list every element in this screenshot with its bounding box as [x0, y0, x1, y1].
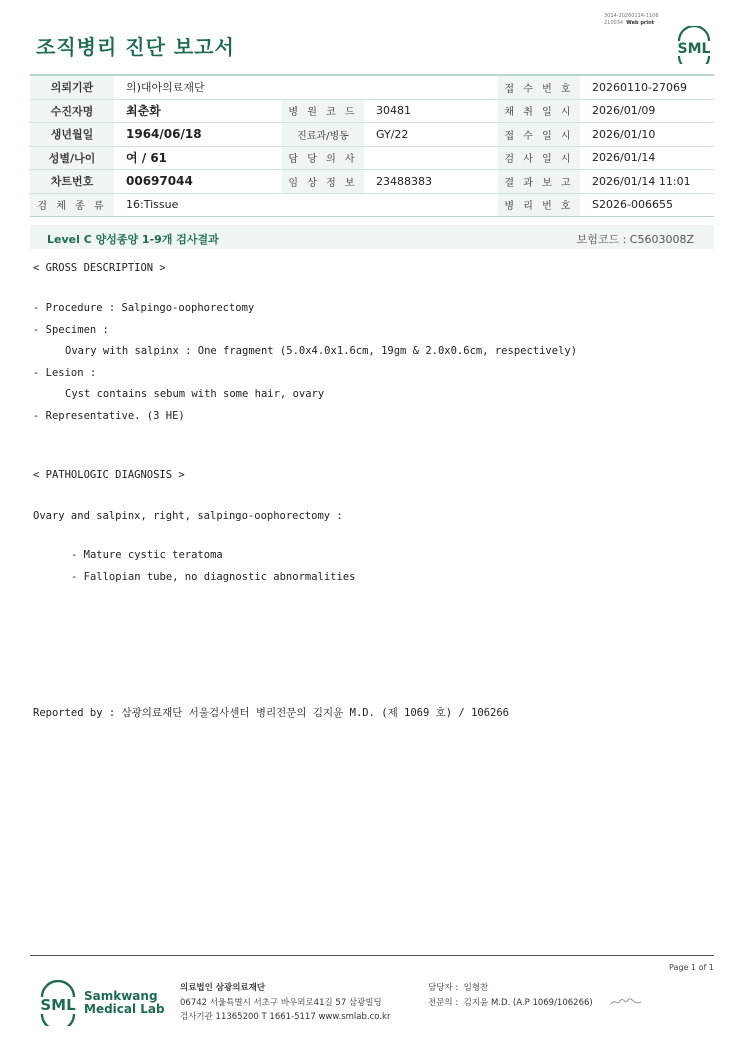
- staff-label: 담당자 :: [428, 983, 459, 993]
- value-chart-number: 00697044: [114, 170, 282, 194]
- level-bar: [30, 225, 714, 249]
- print-id: [604, 13, 659, 27]
- print-id-code: 210034: [604, 20, 624, 26]
- value-clinical-info: 23488383: [364, 170, 498, 194]
- label-patient-name: 수진자명: [30, 99, 114, 123]
- web-print-label: Web print: [626, 20, 655, 26]
- value-patient-name: 최춘화: [114, 99, 282, 123]
- label-physician: 담 당 의 사: [282, 146, 364, 170]
- label-test-date: 검 사 일 시: [498, 146, 580, 170]
- gross-procedure: - Procedure : Salpingo-oophorectomy: [33, 302, 255, 314]
- level-label: Level C 양성종양 1-9개 검사결과: [47, 233, 219, 246]
- table-row: [30, 99, 714, 123]
- value-hospital-code: 30481: [364, 99, 498, 123]
- insurance-code: 보험코드 : C5603008Z: [576, 233, 694, 246]
- institution-name: 의료법인 삼광의료재단: [180, 983, 266, 993]
- diagnosis-heading: < PATHOLOGIC DIAGNOSIS >: [33, 469, 185, 481]
- footer-sml-logo: [36, 980, 80, 1030]
- diagnosis-site: Ovary and salpinx, right, salpingo-oophorectomy :: [33, 510, 343, 522]
- value-result-report: 2026/01/14 11:01: [580, 170, 714, 194]
- label-result-report: 결 과 보 고: [498, 170, 580, 194]
- institution-address: 06742 서울특별시 서초구 바우뫼로41길 57 삼광빌딩: [180, 997, 382, 1008]
- footer-institution: [180, 981, 390, 1025]
- value-physician: [364, 146, 498, 170]
- footer-divider: [30, 955, 714, 956]
- value-pathology-number: S2026-006655: [580, 193, 714, 217]
- institution-contact: 검사기관 11365200 T 1661-5117 www.smlab.co.kr: [180, 1012, 391, 1022]
- gross-lesion-detail: Cyst contains sebum with some hair, ovary: [65, 388, 325, 400]
- specialist-name: 김지윤 M.D. (A.P 1069/106266): [463, 997, 593, 1008]
- label-clinical-info: 임 상 정 보: [282, 170, 364, 194]
- label-chart-number: 차트번호: [30, 170, 114, 194]
- table-row: [30, 146, 714, 170]
- label-collection-date: 채 취 일 시: [498, 99, 580, 123]
- value-birth-date: 1964/06/18: [114, 123, 282, 147]
- table-row: [30, 193, 714, 217]
- label-referring-institution: 의뢰기관: [30, 75, 114, 99]
- staff-name: 임형찬: [463, 983, 489, 993]
- table-row: [30, 123, 714, 147]
- gross-heading: < GROSS DESCRIPTION >: [33, 262, 166, 274]
- gross-specimen-detail: Ovary with salpinx : One fragment (5.0x4.0x1.6cm, 19gm & 2.0x0.6cm, respectively): [65, 345, 578, 357]
- label-pathology-number: 병 리 번 호: [498, 193, 580, 217]
- value-test-date: 2026/01/14: [580, 146, 714, 170]
- reported-by: Reported by : 삼광의료재단 서울검사센터 병리전문의 김지윤 M.D. (제 1069 호) / 106266: [33, 707, 510, 719]
- specialist-label: 전문의 :: [428, 997, 459, 1008]
- label-hospital-code: 병 원 코 드: [282, 99, 364, 123]
- footer-logo-text: SML: [40, 996, 76, 1014]
- label-department-ward: 진료과/병동: [282, 123, 364, 147]
- signature: [610, 996, 642, 1010]
- sml-logo-text: SML: [677, 41, 711, 57]
- page-number: Page 1 of 1: [669, 963, 714, 972]
- brand-line2: Medical Lab: [84, 1002, 165, 1016]
- value-collection-date: 2026/01/09: [580, 99, 714, 123]
- label-receipt-date: 접 수 일 시: [498, 123, 580, 147]
- value-sex-age: 여 / 61: [114, 146, 282, 170]
- sml-logo: [674, 26, 714, 68]
- gross-representative: - Representative. (3 HE): [33, 410, 185, 422]
- diagnosis-item: - Fallopian tube, no diagnostic abnormalities: [71, 571, 356, 583]
- footer-brand: [84, 990, 165, 1016]
- brand-line1: Samkwang: [84, 989, 158, 1003]
- gross-lesion: - Lesion :: [33, 367, 97, 379]
- label-sex-age: 성별/나이: [30, 146, 114, 170]
- value-referring-institution: 의)대아의료재단: [114, 75, 498, 99]
- value-specimen-type: 16:Tissue: [114, 193, 498, 217]
- diagnosis-item: - Mature cystic teratoma: [71, 549, 223, 561]
- value-receipt-date: 2026/01/10: [580, 123, 714, 147]
- table-row: [30, 170, 714, 194]
- footer-staff: [428, 981, 593, 1010]
- page-title: 조직병리 진단 보고서: [36, 35, 235, 59]
- value-department-ward: GY/22: [364, 123, 498, 147]
- table-row: [30, 75, 714, 99]
- print-id-line1: 3014-20260114-1106: [604, 13, 659, 19]
- patient-info-table: [30, 74, 714, 217]
- label-birth-date: 생년월일: [30, 123, 114, 147]
- label-accession-number: 접 수 번 호: [498, 75, 580, 99]
- label-specimen-type: 검 체 종 류: [30, 193, 114, 217]
- gross-specimen: - Specimen :: [33, 324, 109, 336]
- value-accession-number: 20260110-27069: [580, 75, 714, 99]
